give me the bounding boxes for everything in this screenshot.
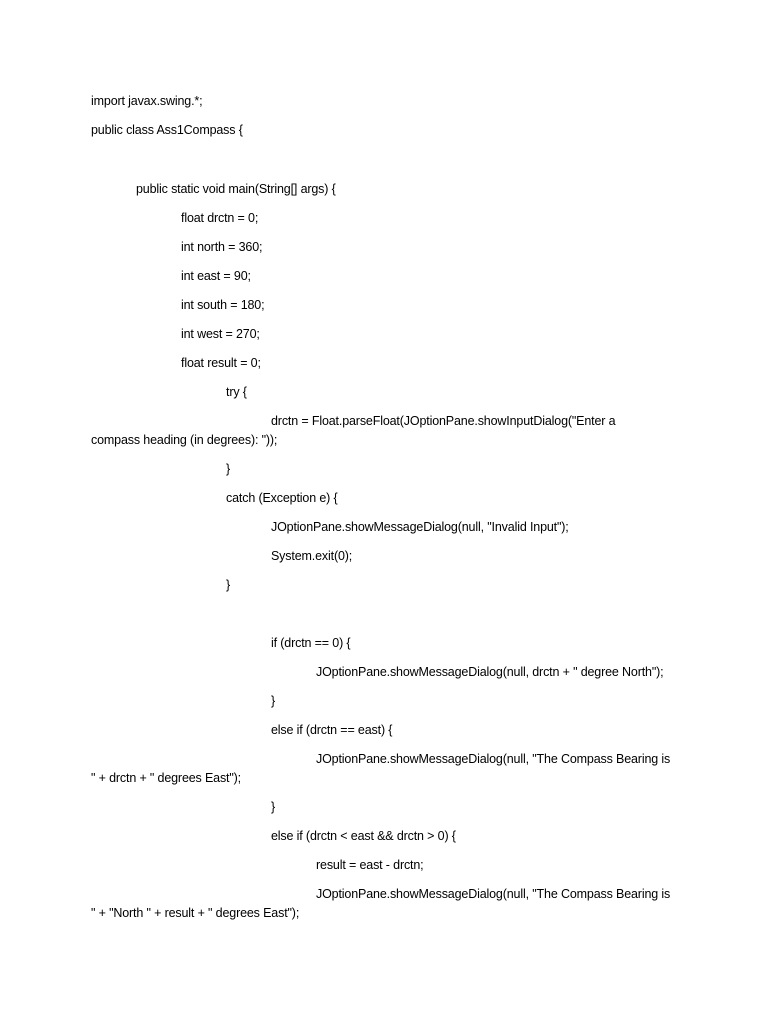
code-line: JOptionPane.showMessageDialog(null, "The Compass Bearing is <box>316 752 671 766</box>
code-line: public class Ass1Compass { <box>91 123 243 137</box>
code-line: " + "North " + result + " degrees East"); <box>91 906 300 920</box>
code-line: int south = 180; <box>181 298 265 312</box>
code-line: JOptionPane.showMessageDialog(null, "The Compass Bearing is <box>316 887 671 901</box>
code-line: JOptionPane.showMessageDialog(null, drctn + " degree North"); <box>316 665 664 679</box>
code-line: } <box>271 694 276 708</box>
code-line: compass heading (in degrees): ")); <box>91 433 278 447</box>
code-line: int north = 360; <box>181 240 263 254</box>
code-line: catch (Exception e) { <box>226 491 338 505</box>
code-line: System.exit(0); <box>271 549 353 563</box>
code-line: int east = 90; <box>181 269 251 283</box>
code-line: } <box>271 800 276 814</box>
code-line: import javax.swing.*; <box>91 94 203 108</box>
code-line: JOptionPane.showMessageDialog(null, "Invalid Input"); <box>271 520 569 534</box>
code-line: else if (drctn < east && drctn > 0) { <box>271 829 456 843</box>
code-line: result = east - drctn; <box>316 858 424 872</box>
code-line: if (drctn == 0) { <box>271 636 351 650</box>
code-line: float result = 0; <box>181 356 261 370</box>
code-line: drctn = Float.parseFloat(JOptionPane.showInputDialog("Enter a <box>271 414 616 428</box>
code-line: float drctn = 0; <box>181 211 259 225</box>
code-line: public static void main(String[] args) { <box>136 182 336 196</box>
code-line: try { <box>226 385 247 399</box>
code-line: else if (drctn == east) { <box>271 723 393 737</box>
code-line: } <box>226 578 231 592</box>
code-line: } <box>226 462 231 476</box>
code-line: int west = 270; <box>181 327 260 341</box>
code-line: " + drctn + " degrees East"); <box>91 771 242 785</box>
